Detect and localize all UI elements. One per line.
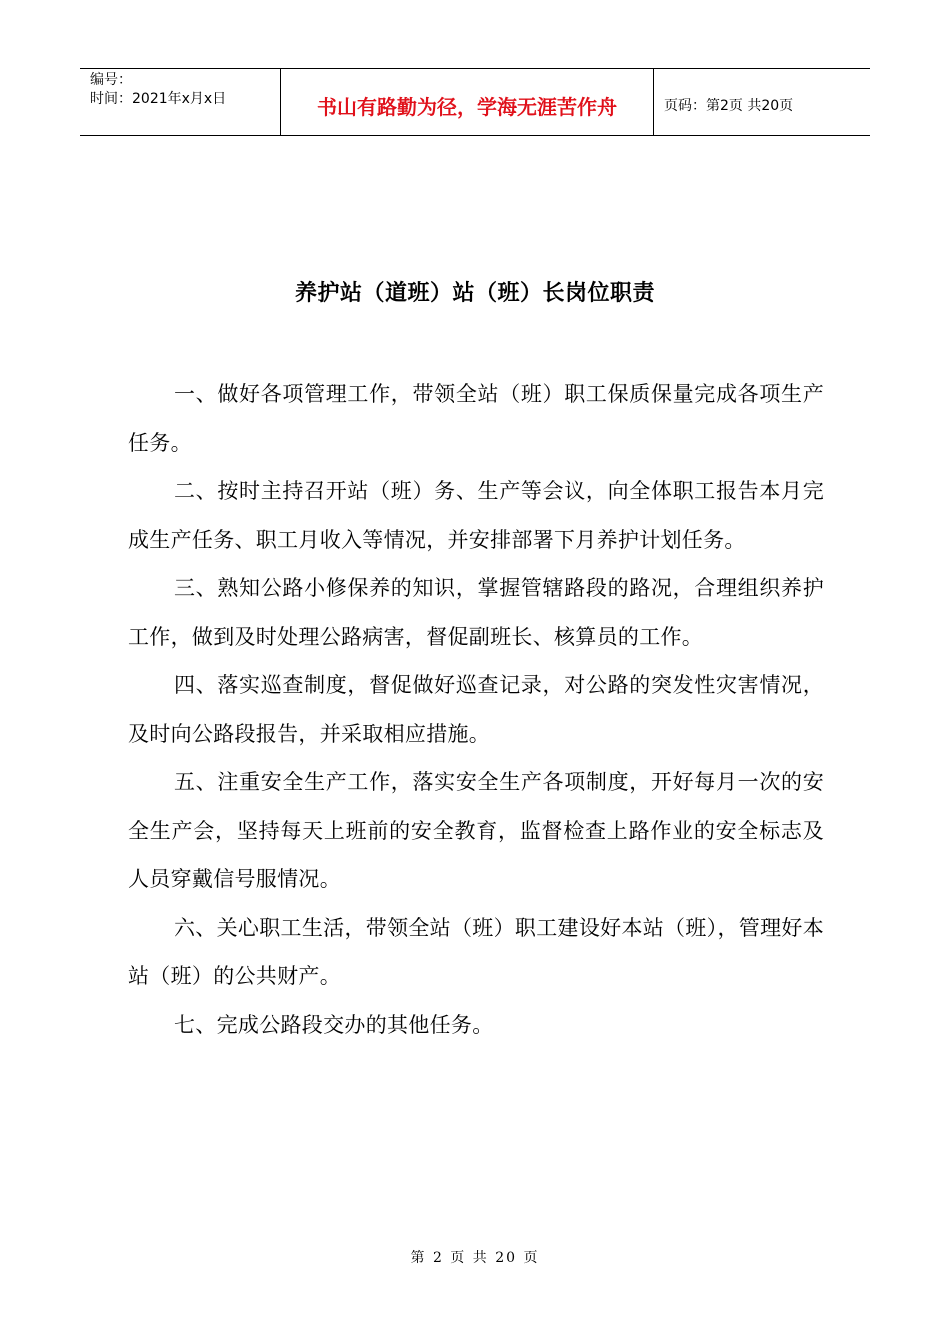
document-time-label: 时间：2021年x月x日 xyxy=(90,91,227,107)
duty-paragraph-5: 五、注重安全生产工作，落实安全生产各项制度，开好每月一次的安全生产会，坚持每天上班前的安全教育，监督检查上路作业的安全标志及人员穿戴信号服情况。 xyxy=(128,770,824,891)
header-table xyxy=(80,68,870,136)
duty-paragraph-6: 六、关心职工生活，带领全站（班）职工建设好本站（班），管理好本站（班）的公共财产。 xyxy=(128,915,824,988)
header-meta-cell xyxy=(80,69,281,135)
duty-paragraph-7: 七、完成公路段交办的其他任务。 xyxy=(174,1012,494,1037)
duty-paragraph-3: 三、熟知公路小修保养的知识，掌握管辖路段的路况，合理组织养护工作，做到及时处理公路病害，督促副班长、核算员的工作。 xyxy=(128,576,824,649)
duty-paragraph-4: 四、落实巡查制度，督促做好巡查记录，对公路的突发性灾害情况，及时向公路段报告，并采取相应措施。 xyxy=(128,673,824,746)
duty-paragraph-2: 二、按时主持召开站（班）务、生产等会议，向全体职工报告本月完成生产任务、职工月收入等情况，并安排部署下月养护计划任务。 xyxy=(128,479,824,552)
document-title: 养护站（道班）站（班）长岗位职责 xyxy=(294,280,655,306)
document-number-label: 编号： xyxy=(90,72,132,88)
header-page-info: 页码：第2页 共20页 xyxy=(664,98,794,114)
duty-paragraph-1: 一、做好各项管理工作，带领全站（班）职工保质保量完成各项生产任务。 xyxy=(128,382,824,455)
document-body xyxy=(128,370,824,1049)
header-motto: 书山有路勤为径，学海无涯苦作舟 xyxy=(281,69,654,135)
page-footer: 第 2 页 共 20 页 xyxy=(410,1250,540,1266)
